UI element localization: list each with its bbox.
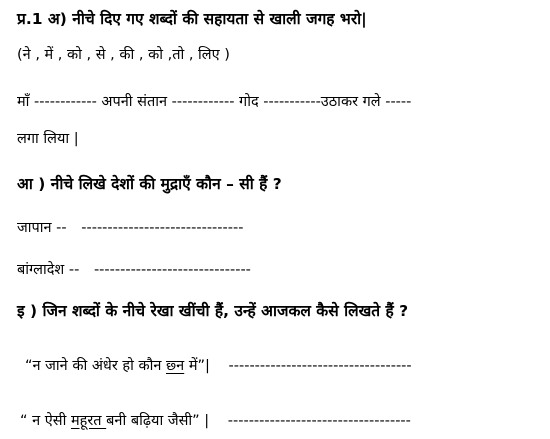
q1-sentence-line2: लगा लिया | [17, 131, 79, 147]
word-bank: (ने , में , को , से , की , को ,तो , लिए ) [17, 47, 230, 63]
q3-heading: इ ) जिन शब्दों के नीचे रेखा खींची हैं, उन्हें आजकल कैसे लिखते हैं ? [17, 302, 409, 320]
quote-text: में”| [184, 358, 210, 374]
quote-text: बनी बढ़िया जैसी” | [106, 413, 210, 429]
q2-item-label: जापान -- [17, 220, 67, 236]
q2-item-label: बांग्लादेश -- [17, 262, 80, 278]
q3-item-1 [25, 355, 412, 377]
underlined-word: महूरत [70, 413, 107, 429]
q3-item-2 [20, 410, 411, 432]
quote-text: “न जाने की अंधेर हो कौन [25, 358, 166, 374]
q1-sentence-line1: माँ ------------ अपनी संतान ------------ गोद -----------उठाकर गले ----- [17, 94, 412, 110]
answer-blank: ------------------------------ [93, 262, 251, 278]
q2-item-bangladesh [17, 259, 251, 281]
answer-blank: ----------------------------------- [228, 358, 412, 374]
underlined-word: छ्न [166, 358, 185, 374]
answer-blank: ----------------------------------- [227, 413, 411, 429]
q2-item-japan [17, 217, 243, 239]
answer-blank: ------------------------------- [81, 220, 244, 236]
q1-heading: प्र.1 अ) नीचे दिए गए शब्दों की सहायता से खाली जगह भरो| [17, 10, 367, 28]
q2-heading: आ ) नीचे लिखे देशों की मुद्राएँ कौन – सी हैं ? [17, 175, 282, 193]
quote-text: “ न ऐसी [20, 413, 71, 429]
